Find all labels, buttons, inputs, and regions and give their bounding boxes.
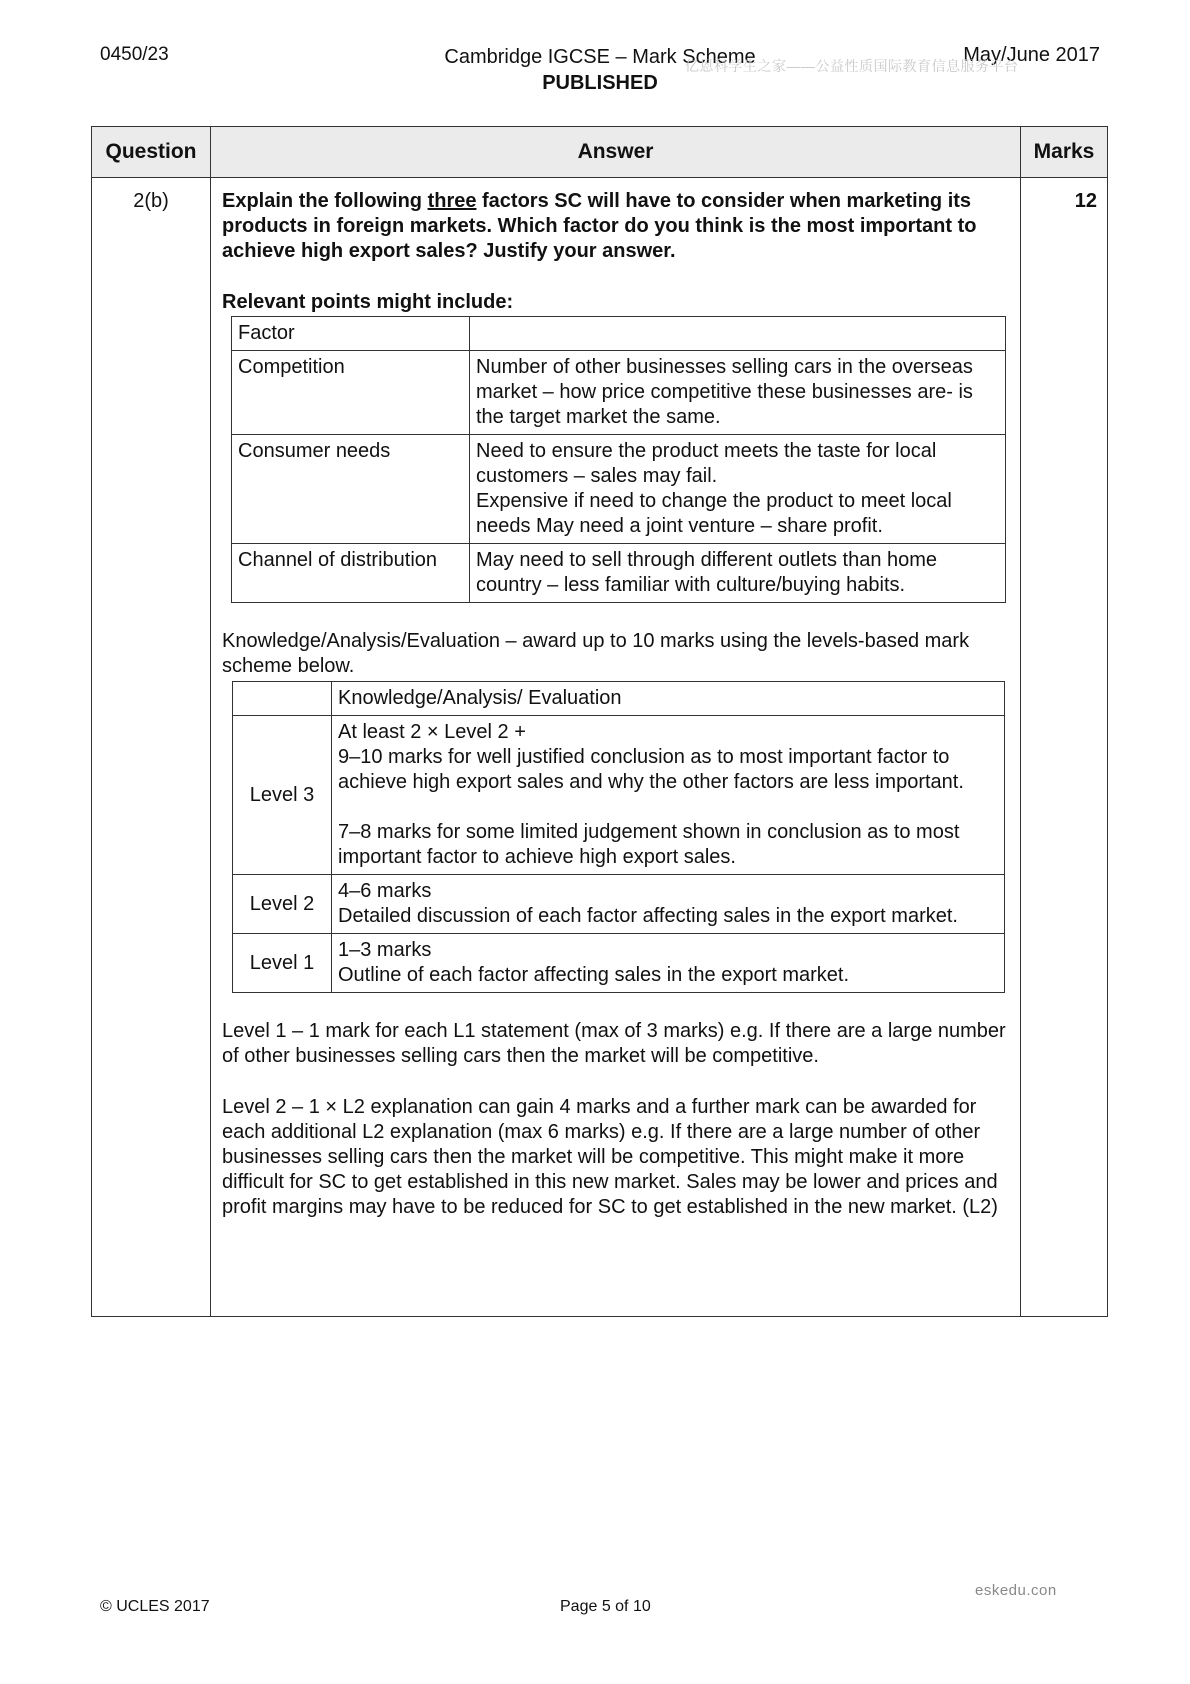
kae-intro: Knowledge/Analysis/Evaluation – award up to 10 marks using the levels-based mark scheme below. — [222, 630, 970, 677]
question-header: Question — [92, 127, 211, 178]
relevant-points-title: Relevant points might include: — [222, 291, 514, 313]
level-description-line: Outline of each factor affecting sales in the export market. — [338, 964, 850, 986]
paper-code: 0450/23 — [100, 44, 169, 65]
level-row — [233, 934, 1005, 993]
level-label: Level 1 — [233, 934, 332, 993]
copyright: © UCLES 2017 — [100, 1598, 210, 1615]
factors-header-row — [232, 317, 1006, 351]
question-text-underlined: three — [427, 190, 477, 212]
answer-cell — [211, 178, 1021, 1317]
level-row — [233, 875, 1005, 934]
factor-description — [470, 435, 1006, 544]
question-row — [92, 178, 1108, 1317]
exam-session: May/June 2017 — [963, 44, 1100, 66]
level2-guidance: Level 2 – 1 × L2 explanation can gain 4 marks and a further mark can be awarded for each additional L2 explanation (max 6 marks) e.g. If there are a large number of other businesses selling cars then the market will be competitive. This might make it more difficult for SC to get established in this new market. Sales may be lower and prices and profit margins may have to be reduced for SC to get established in the new market. (L2) — [222, 1096, 998, 1218]
level-description — [332, 934, 1005, 993]
published-label: PUBLISHED — [542, 72, 658, 94]
level-description-line: 7–8 marks for some limited judgement shown in conclusion as to most important factor to achieve high export sales. — [338, 821, 960, 868]
factor-name: Consumer needs — [232, 435, 470, 544]
factor-row — [232, 435, 1006, 544]
factor-name: Competition — [232, 351, 470, 435]
question-text-part: factors SC will have to consider when marketing its products in foreign markets. Which factor do you think is the most important to achieve high export sales? Justify your answer. — [222, 190, 977, 262]
level-description-line: 4–6 marks — [338, 880, 432, 902]
factor-header-blank — [470, 317, 1006, 351]
marks-header: Marks — [1021, 127, 1108, 178]
document-title: Cambridge IGCSE – Mark Scheme — [444, 46, 756, 68]
level-label: Level 2 — [233, 875, 332, 934]
level-description-line: 1–3 marks — [338, 939, 432, 961]
question-text — [222, 189, 1008, 264]
factor-description — [470, 544, 1006, 603]
question-text-part: Explain the following — [222, 190, 428, 212]
factor-description-line: Expensive if need to change the product to meet local needs May need a joint venture – share profit. — [476, 490, 952, 537]
level1-guidance: Level 1 – 1 mark for each L1 statement (max of 3 marks) e.g. If there are a large number of other businesses selling cars then the market will be competitive. — [222, 1020, 1006, 1067]
factor-row — [232, 351, 1006, 435]
levels-header-row — [233, 682, 1005, 716]
level-description-line: At least 2 × Level 2 + — [338, 721, 526, 743]
factor-description — [470, 351, 1006, 435]
factor-description-line: May need to sell through different outlets than home country – less familiar with culture/buying habits. — [476, 549, 938, 596]
spacer — [338, 795, 998, 820]
factor-row — [232, 544, 1006, 603]
factor-header: Factor — [232, 317, 470, 351]
level-description-line: Detailed discussion of each factor affecting sales in the export market. — [338, 905, 958, 927]
watermark-text: 亿恩科学生之家——公益性质国际教育信息服务平台 — [685, 58, 1019, 74]
level-row — [233, 716, 1005, 875]
factor-description-line: Need to ensure the product meets the taste for local customers – sales may fail. — [476, 440, 937, 487]
level-header-blank — [233, 682, 332, 716]
levels-table — [232, 681, 1005, 993]
level-description — [332, 875, 1005, 934]
factors-table — [231, 316, 1006, 603]
levels-header: Knowledge/Analysis/ Evaluation — [332, 682, 1005, 716]
site-watermark: eskedu.con — [975, 1582, 1057, 1599]
mark-scheme-table — [91, 126, 1108, 1317]
factor-description-line: Number of other businesses selling cars in the overseas market – how price competitive these businesses are- is the target market the same. — [476, 356, 973, 428]
page-number: Page 5 of 10 — [560, 1598, 651, 1615]
answer-header: Answer — [211, 127, 1021, 178]
table-header-row — [92, 127, 1108, 178]
level-description — [332, 716, 1005, 875]
level-label: Level 3 — [233, 716, 332, 875]
question-number: 2(b) — [92, 178, 211, 1317]
marks-value: 12 — [1021, 178, 1108, 1317]
factor-name: Channel of distribution — [232, 544, 470, 603]
level-description-line: 9–10 marks for well justified conclusion as to most important factor to achieve high export sales and why the other factors are less important. — [338, 746, 964, 793]
